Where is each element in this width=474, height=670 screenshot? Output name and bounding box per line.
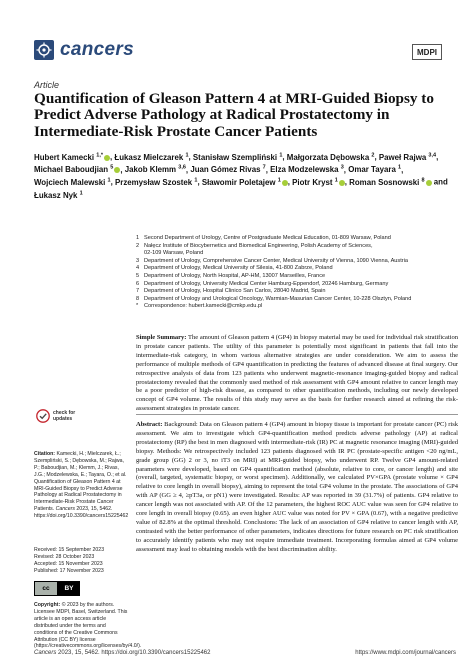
author-affiliation-marker: 1	[79, 189, 83, 196]
affiliation-number	[136, 250, 144, 258]
simple-summary-label: Simple Summary:	[136, 334, 187, 341]
orcid-icon[interactable]	[282, 180, 288, 186]
affiliation-text: Nałęcz Institute of Biocybernetics and Biomedical Engineering, Polish Academy of Sciences,	[144, 242, 373, 249]
author-name-text: Piotr Kryst	[292, 177, 335, 187]
affiliation-text: Second Department of Urology, Centre of Postgraduate Medical Education, 01-809 Warsaw, Poland	[144, 235, 391, 241]
author-name[interactable]	[379, 153, 436, 162]
affiliation-text: Department of Urology, Hospital Clinico San Carlos, 28040 Madrid, Spain	[144, 288, 326, 295]
author-name-text: Łukasz Nyk	[34, 190, 80, 200]
author-name-text: Jakob Klemm	[124, 165, 179, 175]
affiliation-item	[136, 288, 458, 296]
author-name-text: Juan Gómez Rivas	[190, 165, 263, 175]
affiliation-text: 02-109 Warsaw, Poland	[144, 250, 204, 257]
affiliation-item	[136, 265, 458, 273]
copyright-text: © 2023 by the authors. Licensee MDPI, Basel, Switzerland. This article is an open access article distributed under the terms and conditions of the Creative Commons Attribution (CC BY) license (https://creativecommons.org/licenses/by/4.0/).	[34, 602, 142, 650]
author-name-text: Stanisław Szempliński	[192, 152, 280, 162]
abstract	[136, 421, 458, 555]
cancers-logo-icon	[34, 40, 54, 60]
footer-journal-url[interactable]: https://www.mdpi.com/journal/cancers	[355, 650, 456, 656]
affiliation-text: Department of Urology, University Medical Center Hamburg-Eppendorf, 20246 Hamburg, Germany	[144, 280, 389, 287]
publication-dates	[34, 547, 129, 575]
citation-text: Kamecki, H.; Mielczarek, Ł.; Szempliński, S.; Dębowska, M.; Rajwa, P.; Baboudjian, M.; Klemm, J.; Rivas, J.G.; Modzelewska, E.; Tayara, O.; et al. Quantification of Gleason Pattern 4 at MRI-Guided Biopsy to Predict Adverse Pathology at Radical Prostatectomy in Intermediate-Risk Prostate Cancer Patients.	[34, 451, 127, 513]
author-name-text: Omar Tayara	[348, 165, 399, 175]
affiliation-item	[136, 258, 458, 266]
footer-journal: Cancers	[34, 650, 57, 656]
check-for-updates-button[interactable]	[36, 409, 75, 423]
author-name-text: Sławomir Poletajew	[201, 177, 278, 187]
journal-logo[interactable]	[34, 39, 134, 61]
affiliation-number: 7	[136, 288, 140, 295]
author-name-text: Paweł Rajwa	[378, 152, 429, 162]
date-received: Received: 15 September 2023	[34, 547, 105, 553]
check-updates-line2: updates	[53, 416, 73, 422]
citation-block	[34, 451, 129, 520]
author-name[interactable]	[292, 178, 345, 187]
author-affiliation-marker: 1	[194, 177, 198, 184]
affiliation-text: Department of Urology, Comprehensive Cancer Center, Medical University of Vienna, 1090 Vienna, Austria	[144, 257, 408, 264]
author-affiliation-marker: 3	[340, 164, 344, 171]
author-name-text: Wojciech Malewski	[34, 177, 108, 187]
author-name-text: Michael Baboudjian	[34, 165, 111, 175]
article-title: Quantification of Gleason Pattern 4 at MRI-Guided Biopsy to Predict Adverse Pathology at Radical Prostatectomy in Intermediate-Risk Prostate Cancer Patients	[34, 90, 434, 140]
affiliation-number: 3	[136, 257, 140, 264]
orcid-icon[interactable]	[426, 180, 432, 186]
author-name[interactable]	[270, 165, 344, 174]
simple-summary-text: The amount of Gleason pattern 4 (GP4) in biopsy material may be used for individual risk stratification in prostate cancer patients. The utility of this parameter is potentially most significant in patients that fall into the intermediate-risk category, in whom various alternative strategies are under consideration. We aim to assess the performance of multiple methods of GP4 quantification in predicting the features of advanced disease at final surgery. Our retrospective analysis of data from 123 patients who underwent magnetic-resonance imaging-guided biopsy and radical prostatectomy revealed that the commonly used method of risk assessment with GP4 amount relative to cancer length may be a poor predictor of high-risk disease, as compared to other quantification methods, including our newly developed concept of GP4 volume. The results of this study may serve as the basis for further research aimed at refining the risk-assessment strategies in prostate cancer.	[136, 334, 459, 413]
author-affiliation-marker: 3,4	[428, 152, 437, 158]
date-accepted: Accepted: 15 November 2023	[34, 560, 103, 567]
copyright-label: Copyright:	[34, 602, 61, 608]
author-name-text: Hubert Kamecki	[34, 152, 97, 162]
affiliation-number: 4	[136, 265, 140, 272]
author-affiliation-marker: 7	[262, 164, 266, 171]
citation-tail[interactable]: 2023, 15, 5462. https://doi.org/10.3390/cancers15225462	[34, 506, 129, 520]
affiliation-number: 5	[136, 272, 140, 279]
author-affiliation-marker: 8	[421, 177, 425, 184]
author-affiliation-marker: 1	[334, 177, 338, 184]
affiliation-item	[136, 243, 458, 251]
author-name[interactable]	[202, 178, 288, 187]
affiliation-text: Department of Urology and Urological Oncology, Warmian-Masurian Cancer Center, 10-228 Olsztyn, Poland	[144, 295, 412, 302]
author-name[interactable]	[190, 165, 265, 174]
orcid-icon[interactable]	[114, 167, 120, 173]
affiliation-item	[136, 303, 458, 311]
affiliation-number: 8	[136, 295, 140, 302]
abstract-label: Abstract:	[136, 421, 163, 428]
affiliation-item	[136, 296, 458, 304]
author-and: and	[433, 177, 448, 187]
author-list: Hubert Kamecki $^{1,*}$ , Łukasz Mielczarek $^1$, Stanisław Szempliński $^1$, Małgorzata Dębowska $^2$, Paweł Rajwa $^{3,4}$, Michael Baboudjian $^5$ , Jakob Klemm $^{3,6}$, Juan Gómez Rivas $^7$, Elza Modzelewska $^3$, Omar Tayara $^1$, Wojciech Malewski $^1$, Przemysław Szostek $^1$, Sławomir Poletajew $^1$ , Piotr Kryst $^1$ , Roman Sosnowski $^8$ and Łukasz Nyk $^1$	[34, 152, 448, 200]
author-affiliation-marker: 1	[185, 152, 189, 158]
cc-by-license-badge[interactable]	[34, 581, 80, 596]
check-updates-line1: check for	[53, 410, 76, 416]
author-name[interactable]	[34, 165, 120, 174]
affiliation-text: Department of Urology, Medical University of Silesia, 41-800 Zabrze, Poland	[144, 265, 333, 272]
author-name[interactable]	[34, 153, 110, 162]
author-affiliation-marker: 2	[371, 152, 375, 158]
author-name-text: Przemysław Szostek	[114, 177, 195, 187]
author-name[interactable]	[34, 191, 83, 200]
author-affiliation-marker: 1	[398, 164, 402, 171]
by-icon: BY	[58, 581, 80, 596]
affiliation-item	[136, 281, 458, 289]
author-name[interactable]	[34, 178, 111, 187]
footer-doi[interactable]: 2023, 15, 5462. https://doi.org/10.3390/cancers15225462	[58, 650, 211, 656]
author-name[interactable]	[193, 153, 282, 162]
mdpi-logo[interactable]: MDPI	[412, 44, 442, 60]
citation-label: Citation:	[34, 451, 56, 457]
cc-icon: cc	[34, 581, 58, 596]
author-name[interactable]	[114, 153, 188, 162]
copyright-block	[34, 602, 142, 650]
summary-divider	[136, 414, 458, 415]
author-name[interactable]	[287, 153, 375, 162]
simple-summary	[136, 334, 458, 414]
footer-citation	[34, 650, 210, 656]
affiliation-text: Department of Urology, North Hospital, AP-HM, 13007 Marseilles, France	[144, 272, 326, 279]
author-affiliation-marker: 5	[110, 164, 114, 171]
affiliation-number: 1	[136, 235, 140, 241]
affiliation-number: 6	[136, 280, 140, 287]
article-type: Article	[34, 80, 60, 90]
author-affiliation-marker: 1	[279, 152, 283, 158]
author-affiliation-marker: 1	[277, 177, 281, 184]
author-name-text: Roman Sosnowski	[349, 177, 422, 187]
author-name[interactable]	[125, 165, 186, 174]
journal-name: cancers	[60, 39, 134, 60]
check-updates-icon	[36, 409, 50, 423]
author-name[interactable]	[115, 178, 197, 187]
author-name[interactable]	[348, 165, 401, 174]
author-name-text: Małgorzata Dębowska	[286, 152, 372, 162]
affiliations	[136, 235, 458, 311]
affiliation-number: *	[136, 303, 139, 310]
date-published: Published: 17 November 2023	[34, 567, 104, 574]
abstract-text: Background: Data on Gleason pattern 4 (GP4) amount in biopsy tissue is important for prostate cancer (PC) risk assessment. We aim to investigate which GP4-quantification method predicts adverse pathology (AP) at radical prostatectomy (RP) the best in men diagnosed with intermediate-risk (IR) PC at magnetic resonance imaging (MRI)-guided biopsy. Methods: We retrospectively included 123 patients diagnosed with IR PC (prostate-specific antigen <20 ng/mL, grade group (GG) 2 or 3, no iT3 on MRI) at MRI-guided biopsy, who underwent RP. Twelve GP4 amount-related parameters were developed, based on GP4 quantification method (absolute, relative to core, or cancer length) and site (overall, targeted, systematic biopsy, or worst specimen). Additionally, we calculated PV×GPA (prostate volume × GP4 relative to core length in overall biopsy), aiming to represent the total GP4 volume in the prostate. The associations of GP4 with AP (GG ≥ 4, ≥pT3a, or pN1) were investigated. Results: AP was reported in 39 (31.7%) of patients. GP4 relative to cancer length was not associated with AP. Of the 12 parameters, the highest ROC AUC value was seen for GP4 relative to core length in overall biopsy (0.65). an even higher AUC value was noted for PV × GPA (0.67), with a negative predictive value of 82.8% at the optimal threshold. Conclusions: The lack of an association of GP4 relative to cancer length with AP, contrasted with the better performance of other parameters, indicates directions for future research on PC risk stratification to accurately identify patients who may not require immediate treatment. Incorporating formulas aimed at GP4 volume assessment may lead to obtaining models with the best discrimination ability.	[136, 421, 458, 553]
date-revised: Revised: 28 October 2023	[34, 553, 95, 560]
affiliation-number: 2	[136, 242, 140, 249]
affiliation-text: Correspondence: hubert.kamecki@cmkp.edu.pl	[144, 303, 263, 310]
orcid-icon[interactable]	[104, 155, 110, 161]
author-affiliation-marker: 1,*	[96, 152, 104, 158]
affiliation-item	[136, 235, 458, 243]
orcid-icon[interactable]	[339, 180, 345, 186]
citation-journal: Cancers	[55, 506, 75, 513]
author-name[interactable]	[349, 178, 431, 187]
check-updates-label	[53, 410, 75, 422]
author-name-text: Elza Modzelewska	[270, 165, 341, 175]
author-affiliation-marker: 1	[107, 177, 111, 184]
author-name-text: Łukasz Mielczarek	[114, 152, 186, 162]
affiliation-item	[136, 250, 458, 258]
affiliation-item	[136, 273, 458, 281]
author-affiliation-marker: 3,6	[178, 164, 186, 171]
